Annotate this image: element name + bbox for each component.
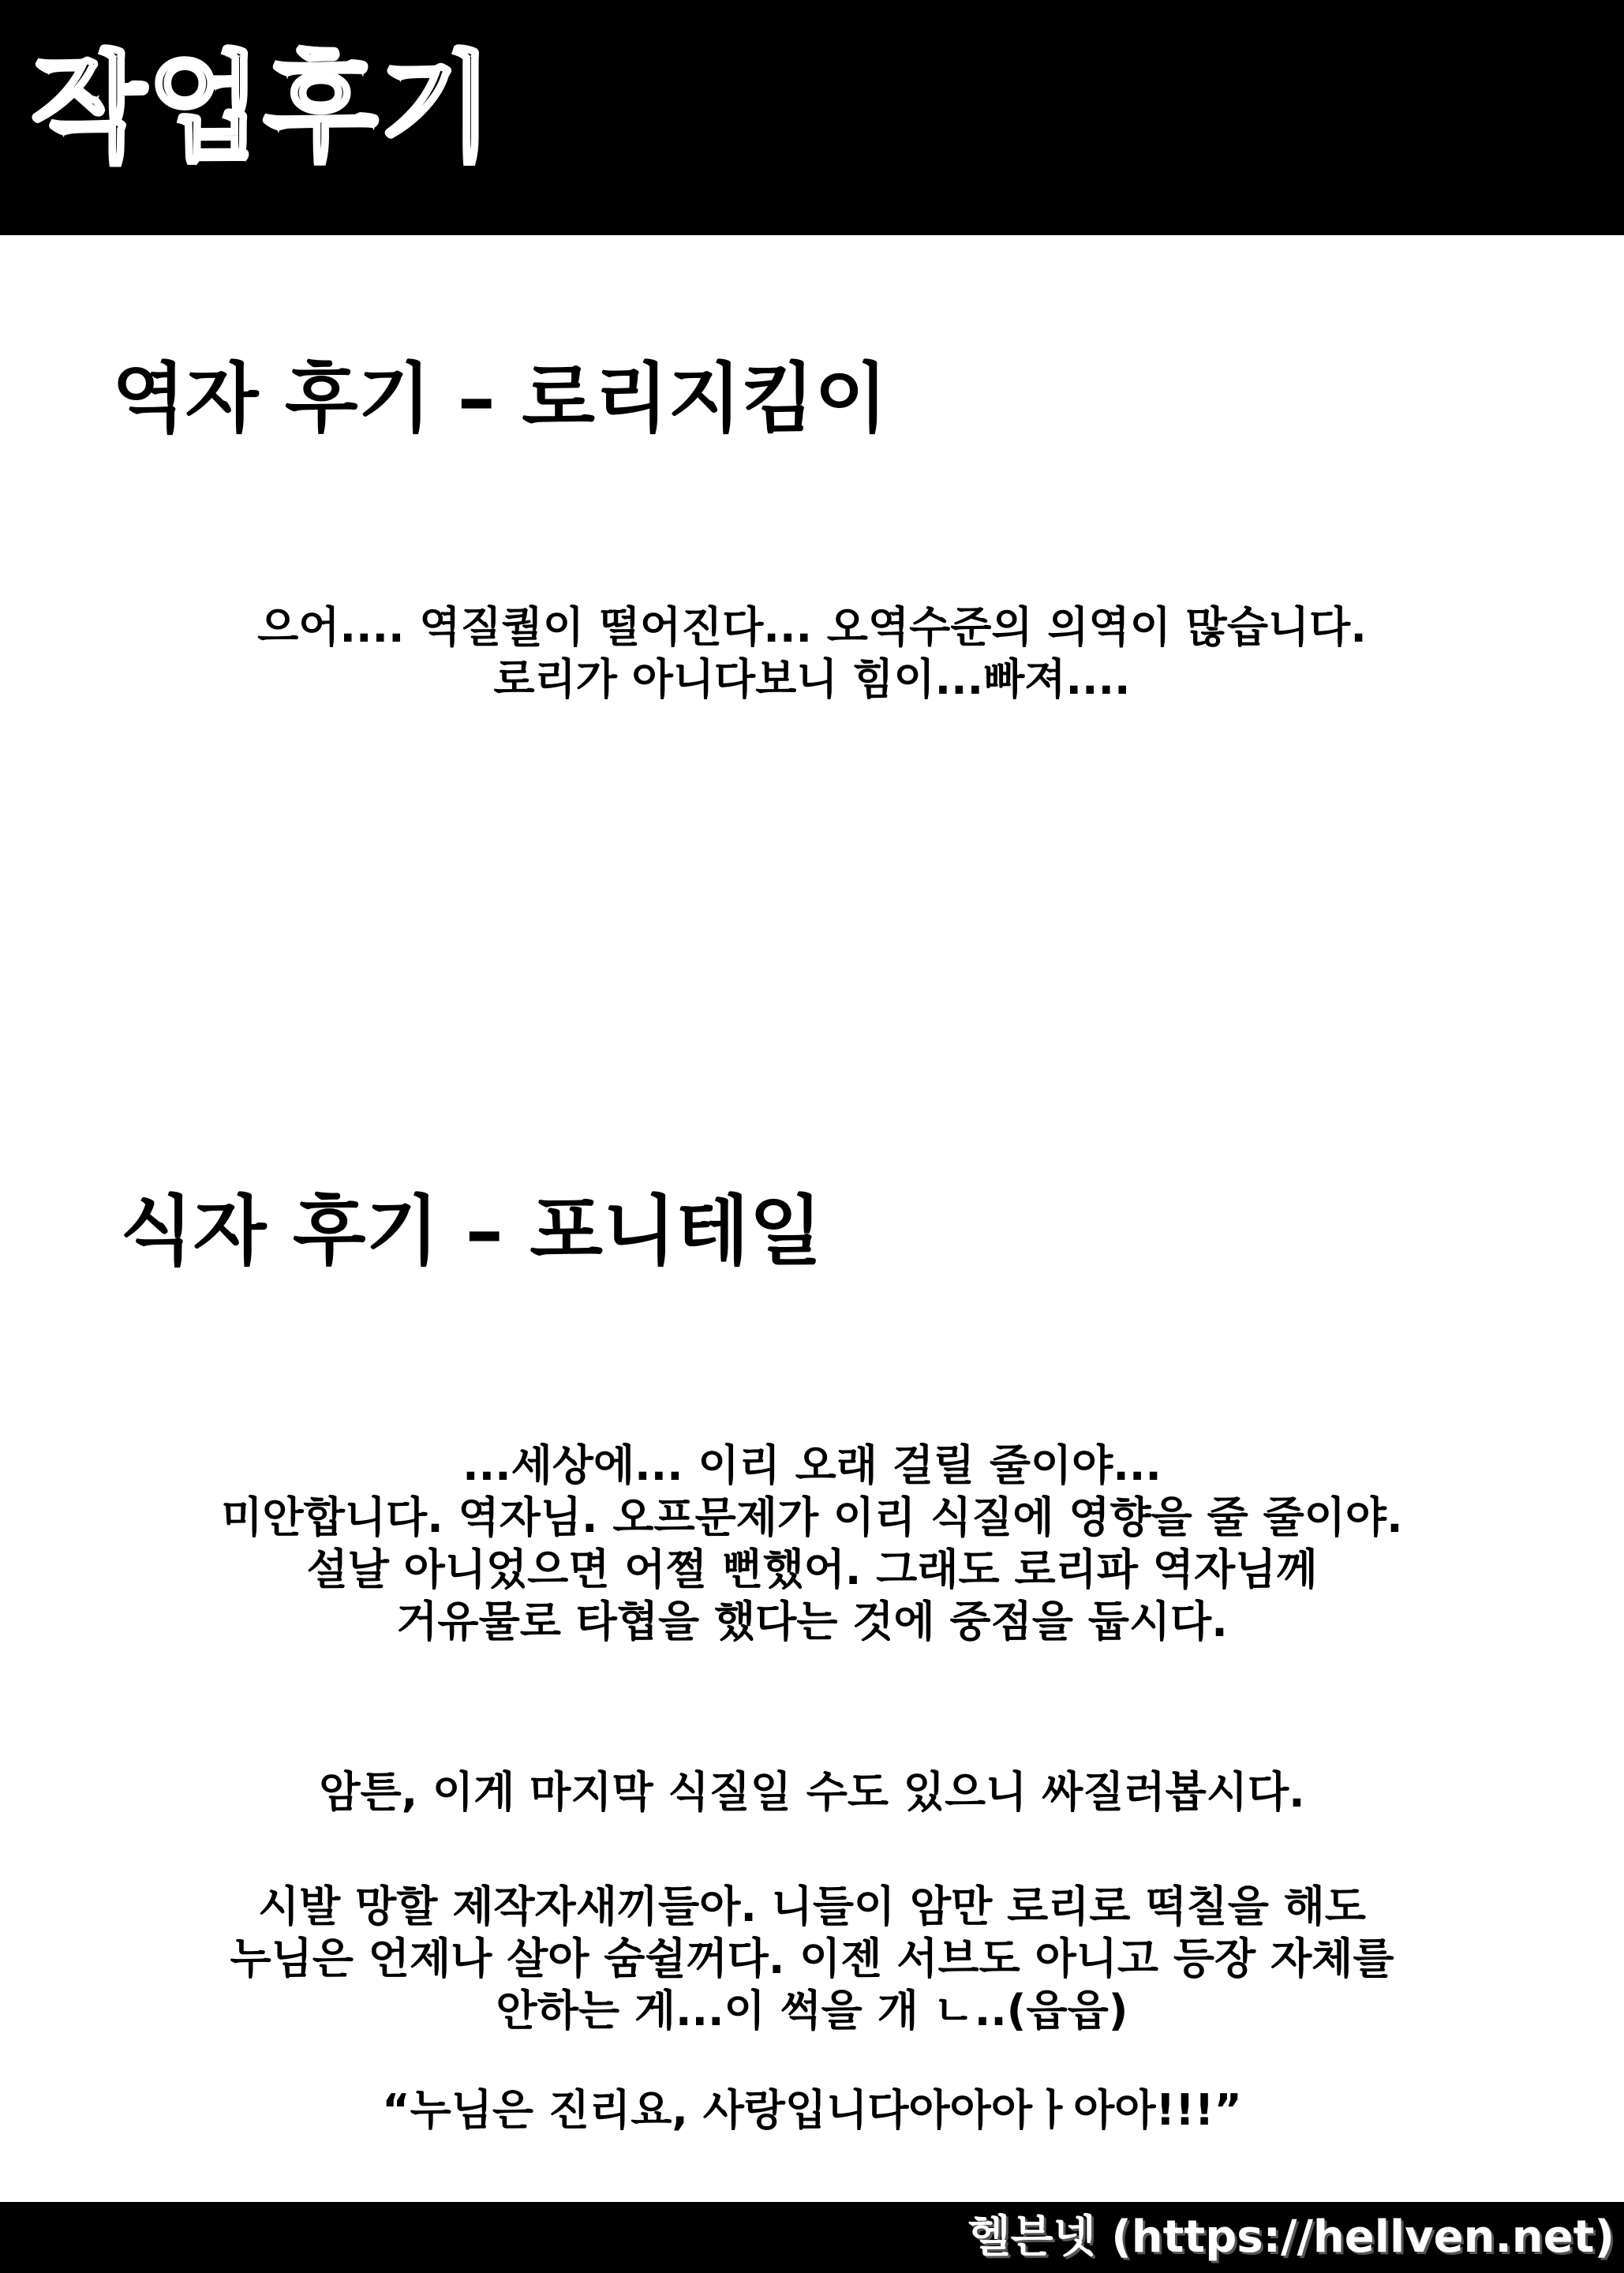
typesetter-paragraph: [0, 1766, 1624, 1818]
text-line: 거유물로 타협을 했다는 것에 중점을 둡시다.: [396, 1597, 1228, 1646]
text-line: 시발 망할 제작자새끼들아. 니들이 암만 로리로 떡칠을 해도: [257, 1882, 1367, 1931]
text-line: 누님은 언제나 살아 숨쉴꺼다. 이젠 서브도 아니고 등장 자체를: [230, 1934, 1394, 1983]
text-line: 로리가 아니다보니 힘이...빠져....: [493, 654, 1131, 704]
text-line: ...세상에... 이리 오래 걸릴 줄이야...: [462, 1440, 1162, 1490]
translator-heading: 역자 후기 – 로리지킴이: [112, 354, 888, 443]
text-line: 미안합니다. 역자님. 오프문제가 이리 식질에 영향을 줄 줄이야.: [221, 1492, 1403, 1542]
text-line: 암튼, 이게 마지막 식질일 수도 있으니 싸질러봅시다.: [319, 1767, 1305, 1817]
typesetter-quote: [0, 2084, 1624, 2136]
text-line: 으어.... 역질퀄이 떨어진다... 오역수준의 의역이 많습니다.: [257, 602, 1367, 652]
text-line: 설날 아니었으면 어쩔 뻔했어. 그래도 로리파 역자님께: [306, 1545, 1318, 1594]
text-line: “누님은 진리요, 사랑입니다아아아ㅏ아아!!!”: [382, 2085, 1242, 2135]
text-line: 안하는 게...이 썩을 개 ㄴ..(읍읍): [496, 1986, 1128, 2035]
typesetter-heading: 식자 후기 – 포니테일: [120, 1187, 823, 1275]
typesetter-paragraph: [0, 1881, 1624, 2037]
typesetter-paragraph: [0, 1440, 1624, 1648]
page-title: 작업후기: [32, 40, 496, 178]
watermark: 헬븐넷 (https://hellven.net): [967, 2211, 1615, 2263]
translator-note: [0, 601, 1624, 706]
